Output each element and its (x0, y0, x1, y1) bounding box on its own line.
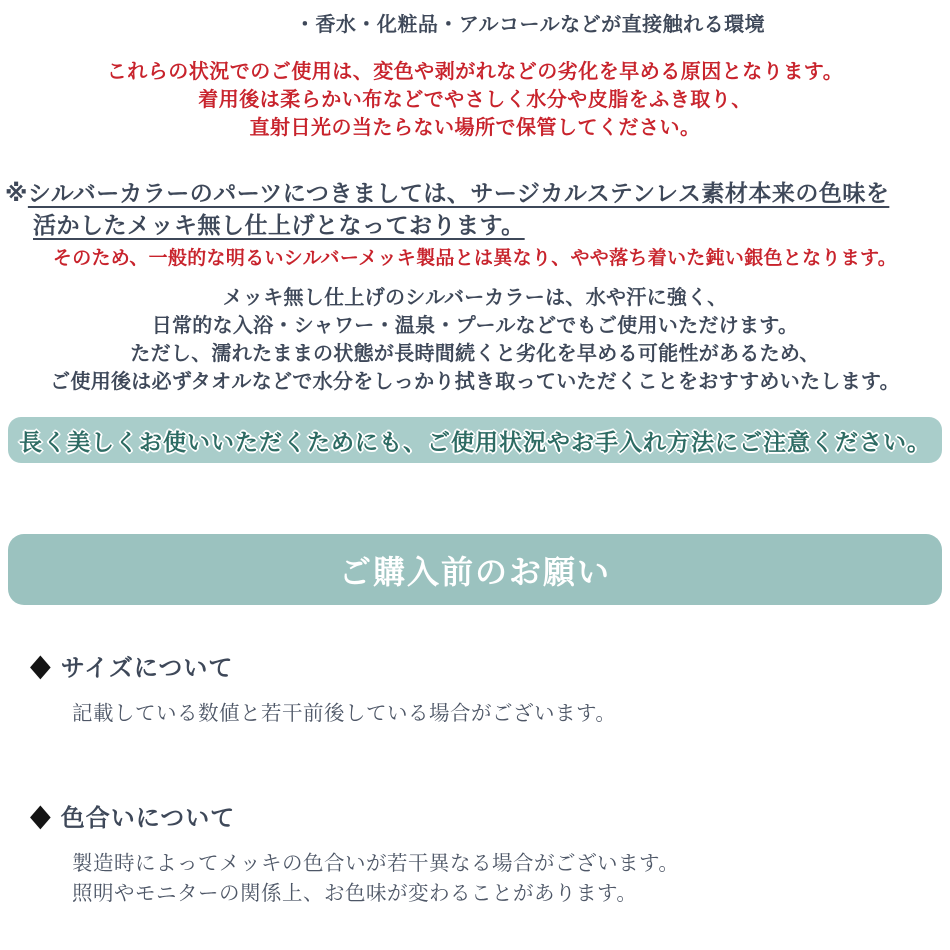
silver-note-line (5, 177, 945, 209)
size-section-title-row (30, 648, 930, 683)
color-section-line: 製造時によってメッキの色合いが若干異なる場合がございます。 (72, 852, 680, 875)
diamond-bullet-icon: ◆ (30, 647, 51, 683)
size-section-title: サイズについて (60, 655, 234, 682)
color-section (30, 798, 930, 909)
water-resistance-line: メッキ無し仕上げのシルバーカラーは、水や汗に強く、 (222, 287, 728, 309)
care-warning-line: 直射日光の当たらない場所で保管してください。 (249, 117, 701, 139)
pre-purchase-header: ご購入前のお願い (8, 534, 942, 605)
color-section-title-row (30, 798, 930, 833)
water-resistance-line: ただし、濡れたままの状態が長時間続くと劣化を早める可能性があるため、 (130, 343, 820, 365)
size-section-line: 記載している数値と若干前後している場合がございます。 (72, 702, 617, 725)
water-resistance-line: ご使用後は必ずタオルなどで水分をしっかり拭き取っていただくことをおすすめいたします。 (50, 371, 900, 393)
care-warning-line: これらの状況でのご使用は、変色や剥がれなどの劣化を早める原因となります。 (106, 61, 844, 83)
size-section-body (30, 699, 930, 729)
silver-note-text: 活かしたメッキ無し仕上げとなっております。 (33, 212, 525, 238)
care-warning-paragraph (0, 58, 950, 142)
color-section-body (30, 849, 930, 909)
water-resistance-paragraph (0, 284, 950, 396)
silver-color-warning: そのため、一般的な明るいシルバーメッキ製品とは異なり、やや落ち着いた鈍い銀色となります。 (52, 248, 898, 269)
silver-note-text: シルバーカラーのパーツにつきましては、サージカルステンレス素材本来の色味を (27, 180, 890, 206)
environment-list-item: ・香水・化粧品・アルコールなどが直接触れる環境 (294, 14, 766, 36)
size-section (30, 648, 930, 729)
silver-note-line (5, 209, 945, 241)
care-warning-line: 着用後は柔らかい布などでやさしく水分や皮脂をふき取り、 (198, 89, 752, 111)
care-notice-banner: 長く美しくお使いいただくためにも、ご使用状況やお手入れ方法にご注意ください。 (8, 417, 942, 463)
water-resistance-line: 日常的な入浴・シャワー・温泉・プールなどでもご使用いただけます。 (151, 315, 799, 337)
color-section-line: 照明やモニターの関係上、お色味が変わることがあります。 (72, 882, 638, 905)
silver-color-note (5, 177, 945, 241)
diamond-bullet-icon: ◆ (30, 797, 51, 833)
reference-mark: ※ (5, 180, 28, 206)
color-section-title: 色合いについて (60, 805, 236, 832)
